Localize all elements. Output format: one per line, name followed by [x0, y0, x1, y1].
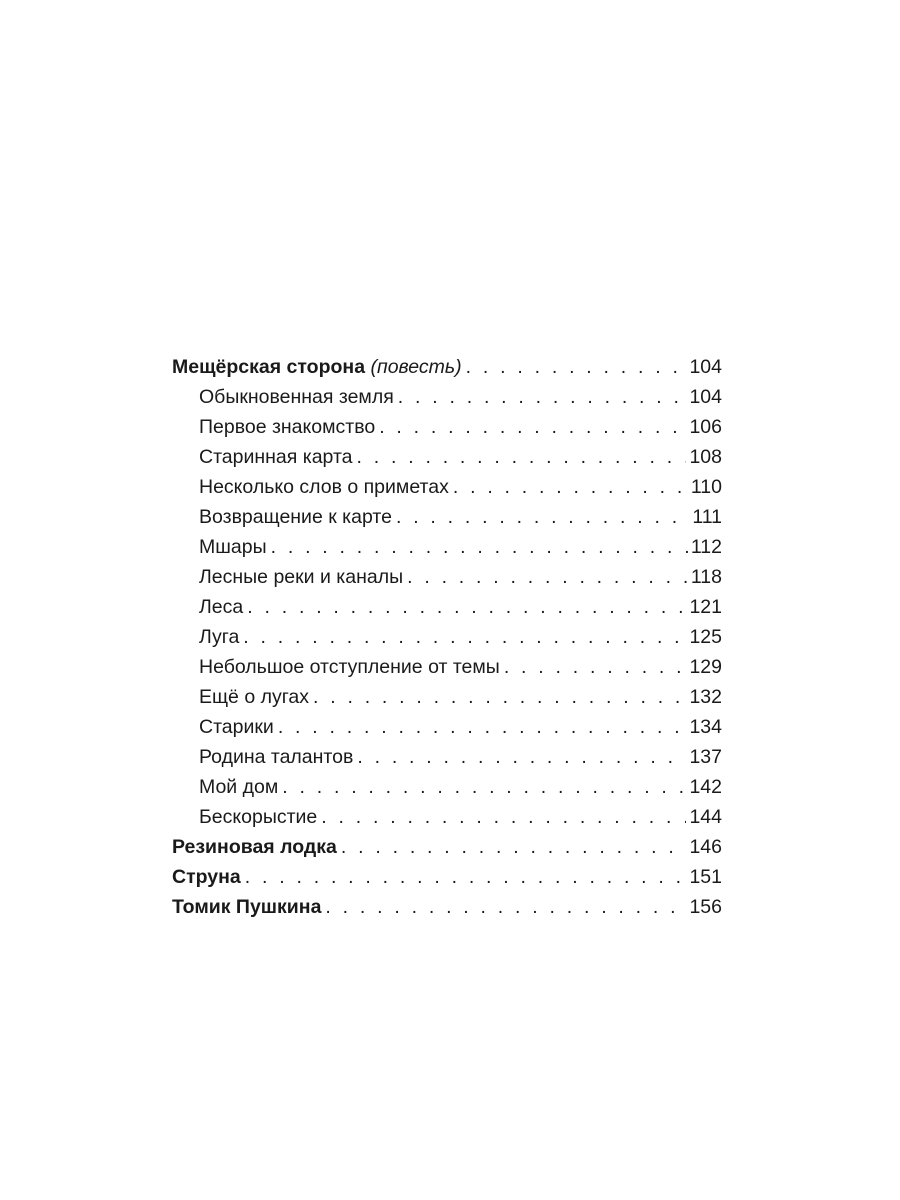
toc-entry-meshcherskaya-storona [172, 352, 722, 382]
toc-entry [172, 742, 722, 772]
toc-entry-page-number: 134 [689, 716, 722, 738]
toc-entry-title: Бескорыстие [199, 806, 318, 828]
toc-entry [172, 562, 722, 592]
toc-entry-title: Первое знакомство [199, 416, 376, 438]
toc-entry-page-number: 112 [690, 536, 722, 558]
toc-entry-page-number: 104 [689, 356, 722, 378]
toc-entry-page-number: 146 [689, 836, 722, 858]
dot-leader [398, 382, 687, 412]
toc-entry-title: Старики [199, 716, 274, 738]
toc-entry-page-number: 111 [692, 506, 722, 528]
toc-entry-title: Ещё о лугах [199, 686, 309, 708]
toc-entry-title: Резиновая лодка [172, 836, 337, 858]
toc-entry-page-number: 151 [689, 866, 722, 888]
dot-leader [379, 412, 686, 442]
dot-leader [396, 502, 689, 532]
dot-leader [341, 832, 687, 862]
toc-entry-page-number: 144 [689, 806, 722, 828]
dot-leader [313, 682, 686, 712]
toc-entry-page-number: 137 [689, 746, 722, 768]
toc-entry-page-number: 142 [689, 776, 722, 798]
toc-entry [172, 412, 722, 442]
toc-entry-title-text: Мещёрская сторона [172, 356, 366, 378]
dot-leader [407, 562, 688, 592]
toc-entry [172, 442, 722, 472]
dot-leader [453, 472, 688, 502]
dot-leader [243, 622, 686, 652]
toc-entry-genre-note: (повесть) [370, 356, 462, 378]
toc-entry-page-number: 118 [690, 566, 722, 588]
toc-entry-title: Несколько слов о приметах [199, 476, 449, 498]
toc-entry-title: Родина талантов [199, 746, 354, 768]
toc-entry-page-number: 156 [689, 896, 722, 918]
toc-entry [172, 682, 722, 712]
toc-entry-page-number: 108 [689, 446, 722, 468]
toc-entry [172, 622, 722, 652]
toc-entry-page-number: 132 [689, 686, 722, 708]
toc-entry-struna [172, 862, 722, 892]
dot-leader [278, 712, 687, 742]
dot-leader [247, 592, 686, 622]
toc-entry-tomik-pushkina [172, 892, 722, 922]
toc-entry-title: Возвращение к карте [199, 506, 392, 528]
dot-leader [321, 802, 686, 832]
toc-entry [172, 592, 722, 622]
toc-entry [172, 652, 722, 682]
toc-entry-title: Мой дом [199, 776, 279, 798]
toc-entry-title: Обыкновенная земля [199, 386, 394, 408]
toc-entry [172, 772, 722, 802]
toc-entry-title: Струна [172, 866, 241, 888]
toc-entry [172, 382, 722, 412]
toc-entry [172, 802, 722, 832]
dot-leader [325, 892, 686, 922]
toc-entry-page-number: 129 [689, 656, 722, 678]
toc-entry-page-number: 110 [690, 476, 722, 498]
toc-entry-title [172, 352, 462, 382]
toc-entry-page-number: 104 [689, 386, 722, 408]
toc-entry-title: Лесные реки и каналы [199, 566, 404, 588]
toc-entry [172, 532, 722, 562]
toc-entry-title: Леса [199, 596, 244, 618]
dot-leader [357, 742, 686, 772]
dot-leader [504, 652, 687, 682]
toc-entry-page-number: 106 [689, 416, 722, 438]
toc-entry-page-number: 125 [689, 626, 722, 648]
dot-leader [466, 352, 687, 382]
toc-entry [172, 712, 722, 742]
toc-entry-title: Мшары [199, 536, 267, 558]
toc-entry-rezinovaya-lodka [172, 832, 722, 862]
toc-entry-page-number: 121 [689, 596, 722, 618]
dot-leader [357, 442, 687, 472]
dot-leader [245, 862, 687, 892]
toc-entry-title: Томик Пушкина [172, 896, 322, 918]
toc-entry [172, 502, 722, 532]
toc-entry [172, 472, 722, 502]
toc-entry-title: Старинная карта [199, 446, 353, 468]
toc-entry-title: Луга [199, 626, 240, 648]
dot-leader [271, 532, 688, 562]
dot-leader [282, 772, 686, 802]
toc-entry-title: Небольшое отступление от темы [199, 656, 500, 678]
table-of-contents [172, 352, 722, 922]
